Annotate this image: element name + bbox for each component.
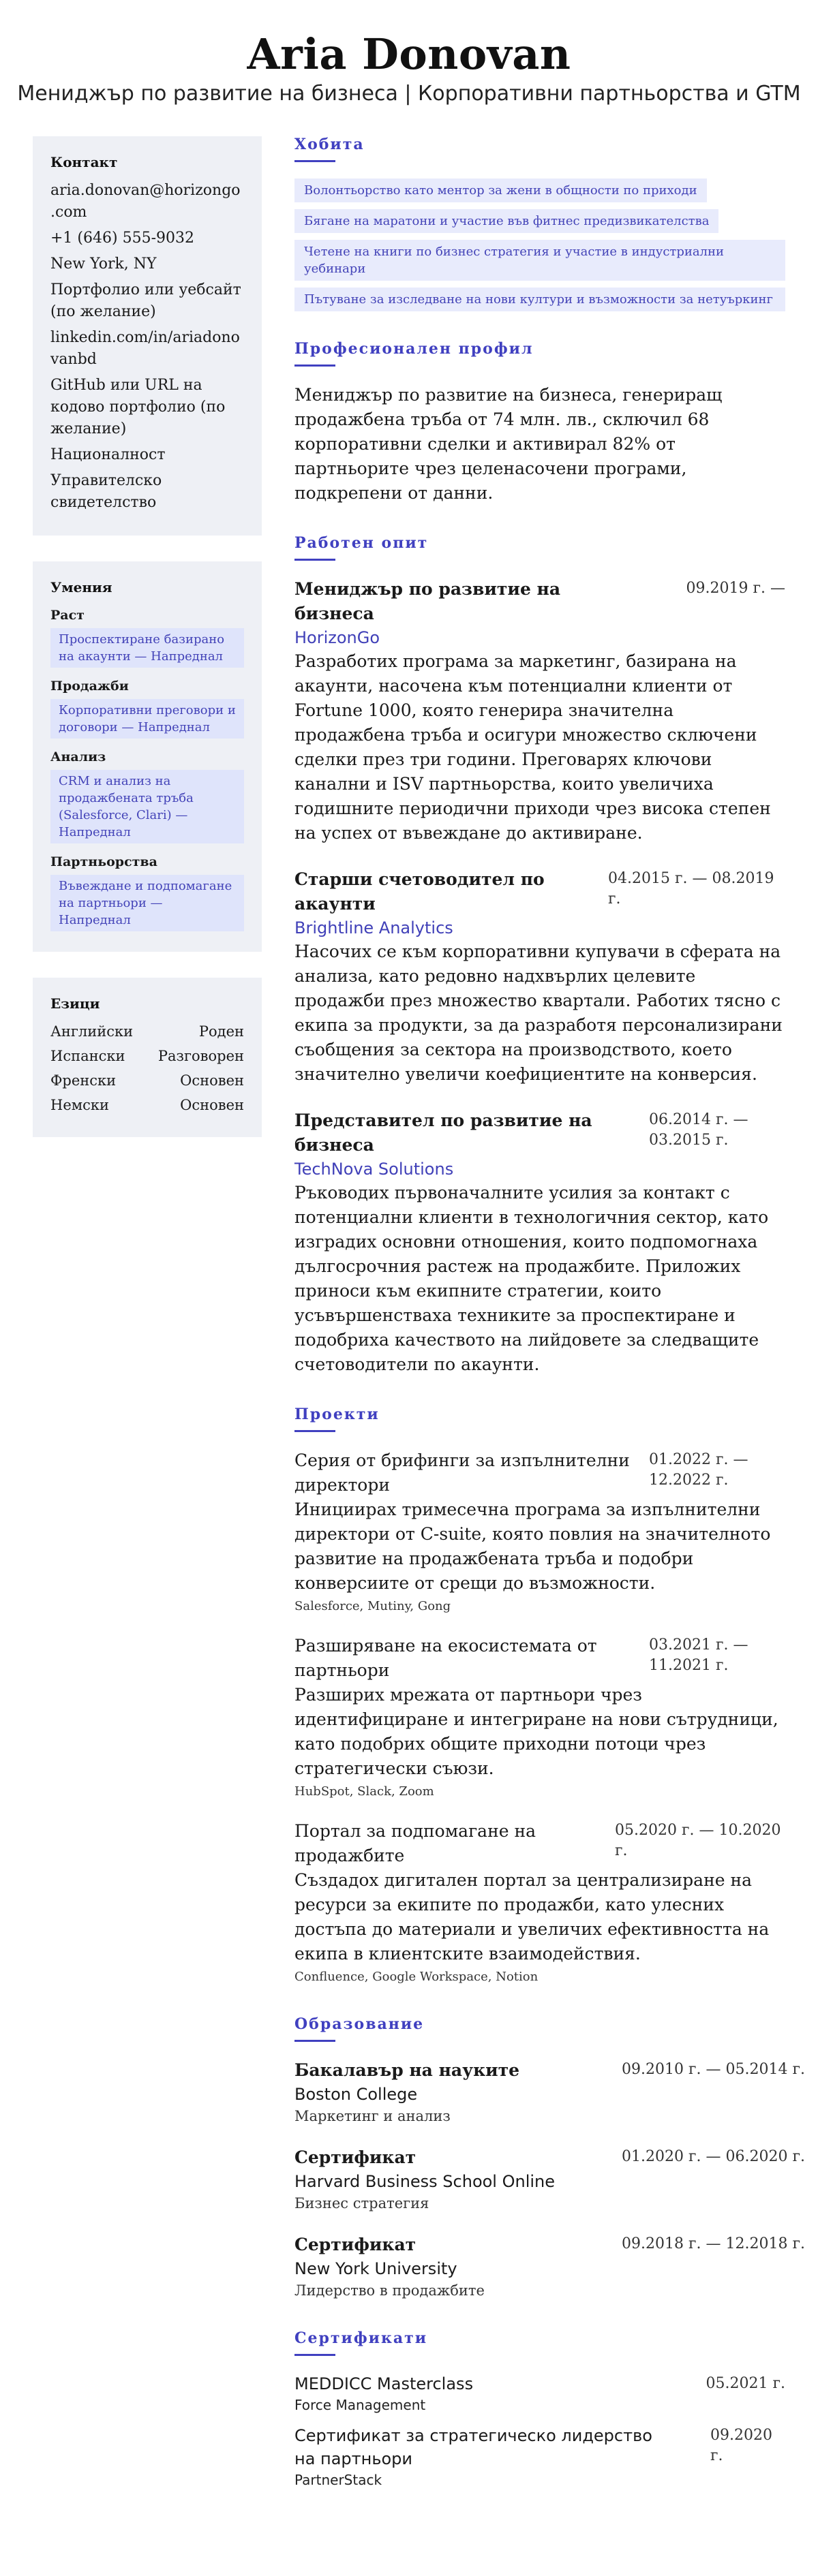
skill-chip: Въвеждане и подпомагане на партньори — Напреднал [50, 875, 244, 931]
certificate-issuer: PartnerStack [294, 2472, 382, 2488]
company-name: Brightline Analytics [294, 918, 453, 937]
language-name: Френски [50, 1072, 117, 1089]
education-dates: 01.2020 г. — 06.2020 г. [622, 2148, 805, 2165]
language-level: Роден [198, 1023, 244, 1040]
degree-name: Сертификат [294, 2235, 416, 2254]
school-name: Harvard Business School Online [294, 2172, 556, 2191]
contact-email[interactable]: aria.donovan@horizongo.com [50, 182, 241, 221]
skill-group-title: Раст [50, 608, 85, 623]
contact-license: Управителско свидетелство [50, 472, 162, 511]
language-row [50, 1046, 244, 1066]
profile-section [294, 339, 785, 506]
certificates-section [294, 2328, 785, 2489]
profile-summary: Мениджър по развитие на бизнеса, генериращ продажбена тръба от 74 млн. лв., сключил 68 корпоративни сделки и активирал 82% от партньорите чрез целенасочени програми, подкрепени от данни. [294, 385, 723, 503]
job-title: Мениджър по развитие на бизнеса [294, 579, 561, 623]
experience-entry [294, 867, 785, 1087]
education-entry [294, 2145, 805, 2214]
section-title-certificates: Сертификати [294, 2329, 428, 2347]
hobby-chip: Пътуване за изследване на нови култури и възможности за нетуъркинг [294, 288, 785, 311]
sidebar [33, 136, 262, 1163]
skill-group-title: Партньорства [50, 854, 157, 869]
experience-entry [294, 577, 785, 845]
hobby-chip: Волонтьорство като ментор за жени в общности по приходи [294, 179, 707, 202]
person-name: Aria Donovan [247, 29, 571, 79]
skill-chip: Проспектиране базирано на акаунти — Напреднал [50, 628, 244, 668]
section-title-experience: Работен опит [294, 534, 429, 552]
skill-group-title: Продажби [50, 679, 129, 694]
project-description: Инициирах тримесечна програма за изпълнителни директори от C-suite, която повлия на значителното развитие на продажбената тръба и подобри конверсиите от срещи до възможности. [294, 1500, 771, 1593]
project-tools: HubSpot, Slack, Zoom [294, 1784, 434, 1799]
hobbies-section [294, 134, 785, 311]
certificate-name: Сертификат за стратегическо лидерство на партньори [294, 2426, 652, 2468]
job-dates: 06.2014 г. — 03.2015 г. [649, 1111, 748, 1149]
experience-section [294, 533, 785, 1377]
field-of-study: Лидерство в продажбите [294, 2282, 485, 2299]
degree-name: Бакалавър на науките [294, 2060, 520, 2080]
contact-title: Контакт [50, 154, 118, 170]
language-level: Основен [180, 1097, 244, 1113]
contact-github: GitHub или URL на кодово портфолио (по желание) [50, 377, 226, 437]
contact-nationality: Националност [50, 446, 166, 463]
education-dates: 09.2010 г. — 05.2014 г. [622, 2061, 805, 2078]
skill-chip: Корпоративни преговори и договори — Напреднал [50, 699, 244, 739]
section-divider [294, 2354, 335, 2356]
project-description: Създадох дигитален портал за централизиране на ресурси за екипите по продажби, като улесних достъпа до материали и увеличих ефективността на екипа в клиентските взаимодействия. [294, 1870, 770, 1964]
language-name: Английски [50, 1023, 134, 1040]
section-title-profile: Професионален профил [294, 340, 534, 358]
education-dates: 09.2018 г. — 12.2018 г. [622, 2235, 805, 2252]
language-row [50, 1095, 244, 1115]
project-dates: 05.2020 г. — 10.2020 г. [615, 1822, 781, 1859]
job-title: Представител по развитие на бизнеса [294, 1111, 592, 1155]
language-name: Немски [50, 1097, 109, 1113]
contact-portfolio: Портфолио или уебсайт (по желание) [50, 281, 241, 320]
language-level: Разговорен [157, 1048, 244, 1064]
language-name: Испански [50, 1048, 125, 1064]
contact-location: New York, NY [50, 255, 157, 273]
skills-title: Умения [50, 579, 112, 595]
section-title-education: Образование [294, 2015, 425, 2033]
section-divider [294, 2040, 335, 2042]
certificate-entry [294, 2372, 785, 2415]
field-of-study: Бизнес стратегия [294, 2195, 429, 2212]
skill-group-title: Анализ [50, 749, 106, 764]
contact-phone[interactable]: +1 (646) 555-9032 [50, 230, 194, 247]
job-description: Ръководих първоначалните усилия за контакт с потенциални клиенти в технологичния сектор, като изградих основни отношения, които подпомогнаха дългосрочния растеж на продажбите. Приложих приноси към екипните стратегии, които усъвършенстваха техниките за проспектиране и подобриха качеството на лийдовете за следващите счетоводители по акаунти. [294, 1183, 769, 1374]
contact-card [33, 136, 262, 536]
section-divider [294, 1430, 335, 1432]
project-tools: Salesforce, Mutiny, Gong [294, 1599, 451, 1613]
school-name: Boston College [294, 2085, 418, 2104]
project-entry [294, 1634, 785, 1801]
hobby-chip: Бягане на маратони и участие във фитнес предизвикателства [294, 209, 718, 233]
field-of-study: Маркетинг и анализ [294, 2108, 451, 2124]
section-divider [294, 160, 335, 162]
project-entry [294, 1448, 785, 1616]
contact-linkedin[interactable]: linkedin.com/in/ariadonovanbd [50, 329, 240, 368]
degree-name: Сертификат [294, 2147, 416, 2167]
languages-card [33, 978, 262, 1137]
certificate-issuer: Force Management [294, 2397, 426, 2413]
section-title-projects: Проекти [294, 1406, 380, 1423]
headline: Мениджър по развитие на бизнеса | Корпоративни партньорства и GTM [17, 82, 801, 106]
job-dates: 09.2019 г. — [686, 580, 785, 597]
education-section [294, 2014, 805, 2301]
project-name: Портал за подпомагане на продажбите [294, 1821, 536, 1865]
job-description: Насочих се към корпоративни купувачи в сферата на анализа, като редовно надхвърлих целевите продажби през множество квартали. Работих тясно с екипа за продукти, за да разработя персонализирани съобщения за сектора на производството, което значително увеличи коефициентите на конверсия. [294, 942, 783, 1084]
job-description: Разработих програма за маркетинг, базирана на акаунти, насочена към потенциални клиенти от Fortune 1000, която генерира значителна продажбена тръба и осигури множество сключени сделки през три години. Преговарях ключови канални и ISV партньорства, които увеличиха годишните периодични приходи чрез висока степен на успех от въвеждане до активиране. [294, 651, 771, 843]
company-name: HorizonGo [294, 628, 380, 647]
education-entry [294, 2058, 805, 2126]
section-title-hobbies: Хобита [294, 136, 365, 153]
certificate-date: 05.2021 г. [706, 2375, 785, 2392]
company-name: TechNova Solutions [294, 1160, 454, 1179]
certificate-name: MEDDICC Masterclass [294, 2374, 474, 2393]
language-level: Основен [180, 1072, 244, 1089]
resume-header [0, 0, 818, 106]
skills-card [33, 561, 262, 952]
projects-section [294, 1404, 785, 1987]
section-divider [294, 364, 335, 367]
main-column [294, 134, 805, 2517]
language-row [50, 1070, 244, 1091]
language-row [50, 1021, 244, 1042]
section-divider [294, 559, 335, 561]
experience-entry [294, 1108, 785, 1377]
hobby-chip: Четене на книги по бизнес стратегия и участие в индустриални уебинари [294, 240, 785, 281]
project-name: Серия от брифинги за изпълнителни директори [294, 1450, 630, 1495]
project-description: Разширих мрежата от партньори чрез идентифициране и интегриране на нови сътрудници, като подобрих общите приходни потоци чрез стратегически съюзи. [294, 1685, 778, 1778]
project-tools: Confluence, Google Workspace, Notion [294, 1970, 539, 1984]
project-entry [294, 1819, 785, 1987]
certificate-date: 09.2020 г. [710, 2427, 772, 2464]
certificate-entry [294, 2424, 785, 2489]
job-title: Старши счетоводител по акаунти [294, 869, 545, 914]
project-name: Разширяване на екосистемата от партньори [294, 1636, 597, 1680]
project-dates: 03.2021 г. — 11.2021 г. [649, 1636, 748, 1674]
languages-title: Езици [50, 995, 100, 1012]
school-name: New York University [294, 2259, 457, 2278]
job-dates: 04.2015 г. — 08.2019 г. [608, 870, 774, 907]
education-entry [294, 2233, 805, 2301]
project-dates: 01.2022 г. — 12.2022 г. [649, 1451, 748, 1489]
skill-chip: CRM и анализ на продажбената тръба (Salesforce, Clari) — Напреднал [50, 770, 244, 843]
